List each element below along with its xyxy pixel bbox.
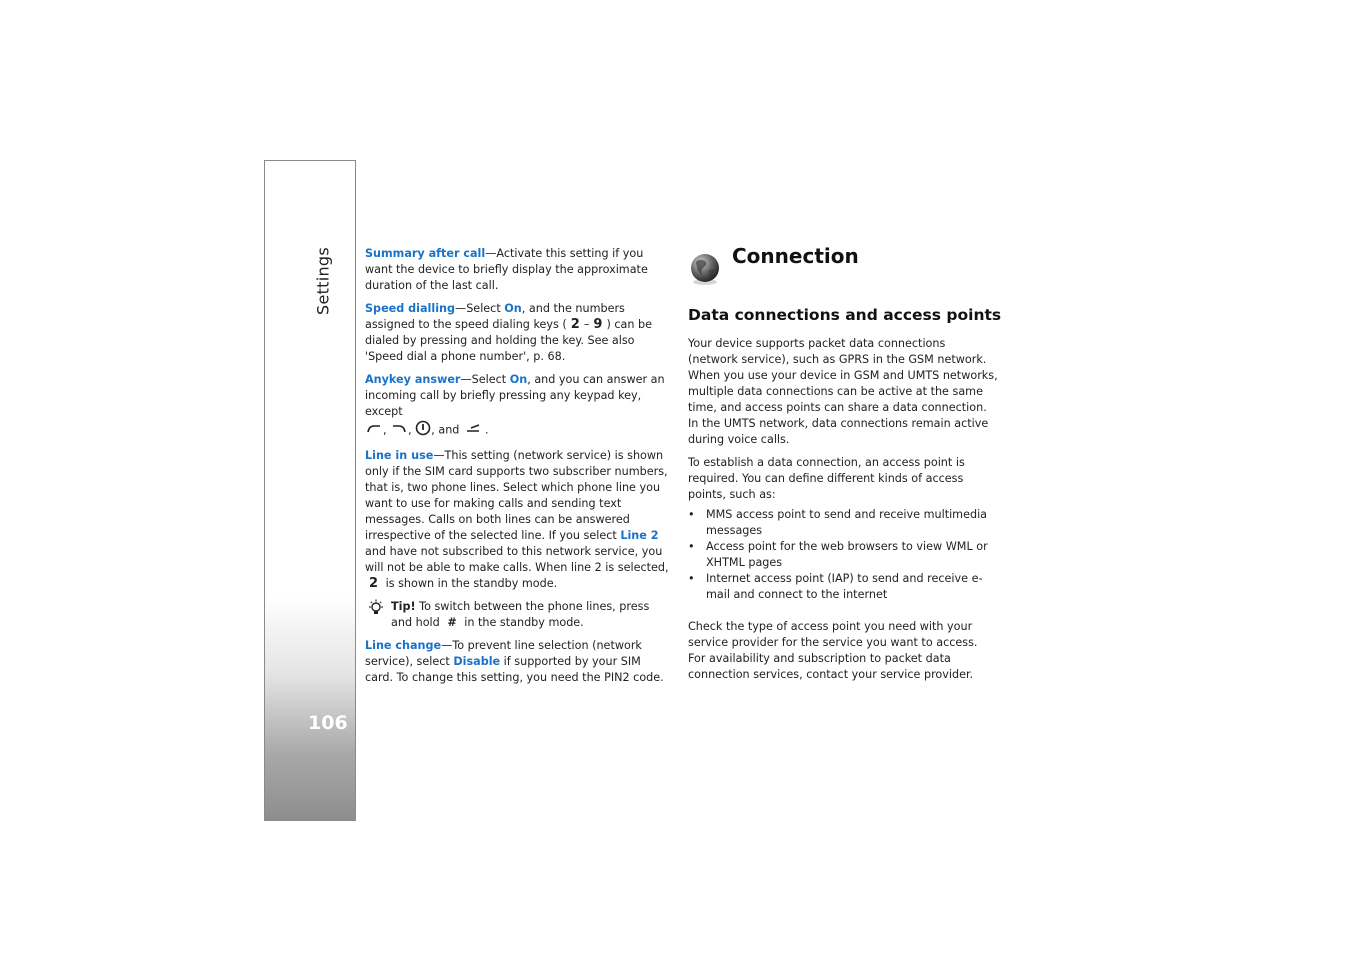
tip-paragraph: Tip! To switch between the phone lines, press and hold # in the standby mode. (365, 599, 669, 631)
right-selection-key-icon (390, 423, 408, 439)
list-item: • Access point for the web browsers to view WML or XHTML pages (688, 540, 988, 569)
service-provider-paragraph: Check the type of access point you need with your service provider for the service you want to access. For availability and subscription to packet data connection services, contact your service provider. (688, 620, 978, 681)
tip-label: Tip! (391, 600, 416, 613)
left-column (365, 246, 669, 693)
power-key-icon (415, 420, 431, 441)
section-heading: Data connections and access points (688, 306, 1002, 324)
left-selection-key-icon (365, 423, 383, 439)
line-2-indicator-icon: 2 (369, 576, 379, 591)
speed-dialling-term: Speed dialling (365, 302, 456, 315)
end-key-icon (463, 422, 485, 439)
section-label: Settings (313, 246, 333, 316)
right-column (688, 336, 998, 690)
page-number: 106 (308, 712, 348, 734)
access-point-paragraph: To establish a data connection, an access point is required. You can define different kinds of access points, such as: (688, 456, 965, 501)
line-in-use-term: Line in use (365, 449, 434, 462)
globe-icon (688, 252, 722, 290)
lightbulb-icon (367, 599, 385, 622)
line-change-paragraph: Line change—To prevent line selection (network service), select Disable if supported by your SIM card. To change this setting, you need the PIN2 code. (365, 639, 664, 684)
summary-after-call-paragraph: Summary after call—Activate this setting if you want the device to briefly display the approximate duration of the last call. (365, 247, 648, 292)
page-title: Connection (732, 244, 859, 268)
line-change-term: Line change (365, 639, 442, 652)
list-item: • MMS access point to send and receive multimedia messages (688, 508, 988, 537)
intro-paragraph: Your device supports packet data connections (network service), such as GPRS in the GSM network. When you use your device in GSM and UMTS networks, multiple data connections can be active at the same time, and access points can share a data connection. In the UMTS network, data connections remain active during voice calls. (688, 337, 998, 446)
hash-key-icon: # (447, 616, 457, 629)
speed-dialling-paragraph: Speed dialling—Select On, and the numbers assigned to the speed dialing keys ( 2 – 9 ) can be dialed by pressing and holding the key. See also 'Speed dial a phone number', p. 68. (365, 302, 653, 363)
key-9-icon: 9 (593, 317, 603, 332)
key-2-icon: 2 (570, 317, 580, 332)
anykey-answer-paragraph: Anykey answer—Select On, and you can answer an incoming call by briefly pressing any keypad key, except , , , and . (365, 372, 669, 441)
summary-after-call-term: Summary after call (365, 247, 486, 260)
list-item: • Internet access point (IAP) to send and receive e-mail and connect to the internet (688, 572, 983, 601)
line-in-use-paragraph: Line in use—This setting (network service) is shown only if the SIM card supports two subscriber numbers, that is, two phone lines. Select which phone line you want to use for making calls and sending text messages. Calls on both lines can be answered irrespective of the selected line. If you select Line 2 and have not subscribed to this network service, you will not be able to make calls. When line 2 is selected, 2 is shown in the standby mode. (365, 449, 669, 591)
anykey-answer-term: Anykey answer (365, 373, 461, 386)
access-point-list (688, 507, 998, 603)
connection-header (688, 244, 1008, 286)
